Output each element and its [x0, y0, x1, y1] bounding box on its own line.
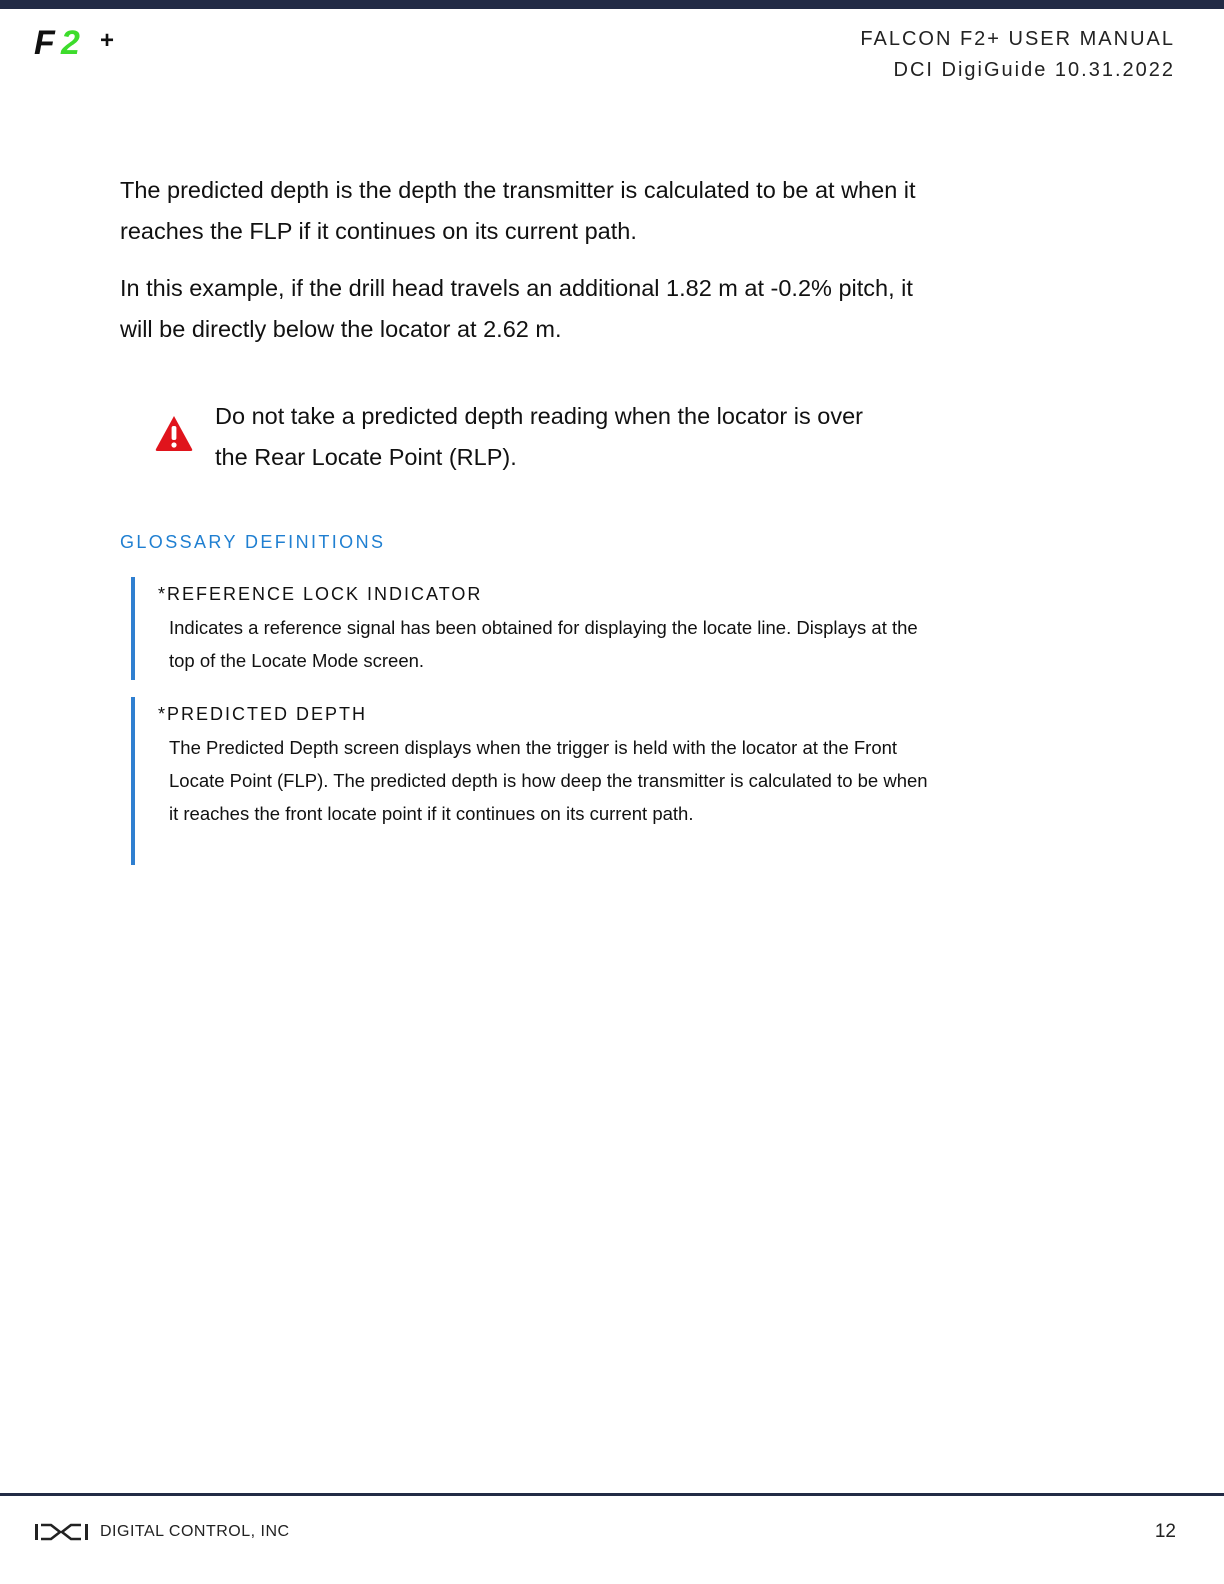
- svg-text:F: F: [34, 24, 55, 60]
- paragraph-example: In this example, if the drill head travels an additional 1.82 m at -0.2% pitch, it will be directly below the locator at 2.62 m.: [120, 275, 913, 342]
- warning-text: Do not take a predicted depth reading when the locator is over the Rear Locate Point (RLP).: [215, 403, 863, 470]
- glossary-definition: The Predicted Depth screen displays when the trigger is held with the locator at the Front Locate Point (FLP). The predicted depth is how deep the transmitter is calculated to be when it reaches the front locate point if it continues on its current path.: [169, 737, 928, 824]
- footer-company: DIGITAL CONTROL, INC: [100, 1523, 290, 1540]
- footer-divider: [0, 1493, 1224, 1496]
- dci-logo: [34, 1521, 90, 1543]
- page-number: 12: [1154, 1521, 1176, 1542]
- glossary-definition: Indicates a reference signal has been obtained for displaying the locate line. Displays at the top of the Locate Mode screen.: [169, 617, 918, 671]
- manual-title: FALCON F2+ USER MANUAL: [860, 28, 1175, 50]
- header-info: [860, 24, 1175, 86]
- glossary-term: *REFERENCE LOCK INDICATOR: [158, 584, 483, 604]
- paragraph-predicted-depth: The predicted depth is the depth the transmitter is calculated to be at when it reaches the FLP if it continues on its current path.: [120, 177, 916, 244]
- glossary-item-reference-lock: [131, 577, 938, 680]
- svg-text:2: 2: [61, 24, 80, 60]
- svg-text:+: +: [100, 27, 115, 54]
- manual-subtitle: DCI DigiGuide 10.31.2022: [893, 59, 1175, 81]
- f2-plus-logo: [34, 24, 126, 60]
- warning-triangle-icon: [154, 414, 194, 452]
- glossary-heading: GLOSSARY DEFINITIONS: [120, 532, 386, 552]
- top-bar: [0, 0, 1224, 9]
- glossary-term: *PREDICTED DEPTH: [158, 704, 368, 724]
- glossary-item-predicted-depth: [131, 697, 938, 865]
